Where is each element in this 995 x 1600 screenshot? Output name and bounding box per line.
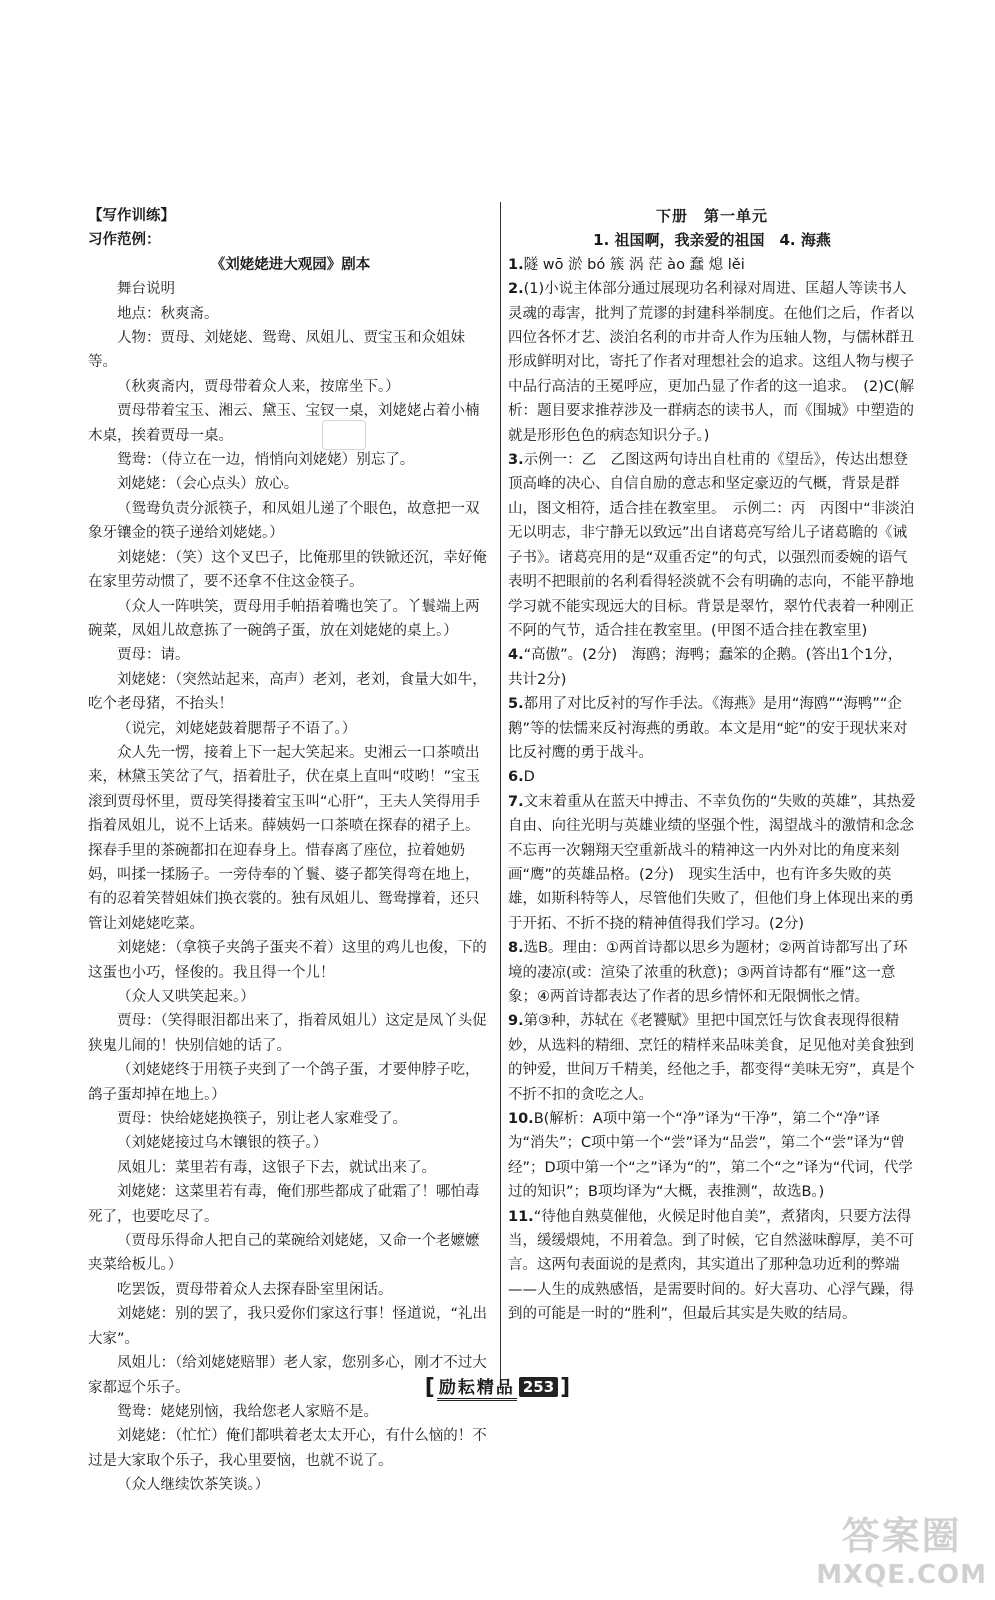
- answer-item: [508, 692, 916, 765]
- answer-number: 11.: [508, 1208, 534, 1225]
- script-line: 刘姥姥：（忙忙）俺们都哄着老太太开心，有什么恼的！不过是大家取个乐子，我心里要恼，也就不说了。: [88, 1428, 487, 1469]
- section-tag: 【写作训练】: [88, 208, 175, 224]
- answer-number: 7.: [508, 793, 524, 810]
- answer-number: 5.: [508, 696, 524, 713]
- script-line: 贾母：请。: [117, 647, 190, 664]
- answer-number: 9.: [508, 1013, 524, 1030]
- answer-text: 选B。理由：①两首诗都以思乡为题材；②两首诗都写出了环境的凄凉(或：渲染了浓重的秋意)；③两首诗都有“雁”这一意象；④两首诗都表达了作者的思乡情怀和无限惆怅之情。: [508, 940, 908, 1005]
- answer-text: (1)小说主体部分通过展现功名利禄对周进、匡超人等读书人灵魂的毒害，批判了荒谬的封建科举制度。在他们之后，作者以四位各怀才艺、淡泊名利的市井奇人作为压轴人物，与儒林群丑形成鲜明对比，寄托了作者对理想社会的追求。这组人物与楔子中品行高洁的王冕呼应，更加凸显了作者的这一追求。 (2)C(解析：题目要求推荐涉及一群病态的读书人，而《围城》中塑造的就是形形色色的病态知识分子。): [508, 281, 915, 444]
- script-line: 贾母：快给姥姥换筷子，别让老人家难受了。: [117, 1111, 407, 1128]
- script-line: （众人继续饮茶笑谈。）: [117, 1477, 270, 1494]
- script-line: （贾母乐得命人把自己的菜碗给刘姥姥，又命一个老嬷嬷夹菜给板儿。）: [88, 1233, 480, 1274]
- left-column: [88, 204, 493, 1498]
- script-line: 贾母：（笑得眼泪都出来了，指着凤姐儿）这定是凤丫头促狭鬼儿闹的！快别信她的话了。: [88, 1013, 487, 1054]
- script-line: （刘姥姥接过乌木镶银的筷子。）: [117, 1135, 328, 1152]
- answer-text: 第③种，苏轼在《老饕赋》里把中国烹饪与饮食表现得很精妙，从选料的精细、烹饪的精样来品味美食，足见他对美食独到的钟爱，世间万千精美，经他之手，都变得“美味无穷”，真是个不折不扣的贪吃之人。: [508, 1013, 915, 1103]
- answer-text: B(解析：A项中第一个“净”译为“干净”，第二个“净”译为“消失”；C项中第一个“尝”译为“品尝”，第二个“尝”译为“曾经”；D项中第一个“之”译为“的”，第二个“之”译为“代词，代学过的知识”；B项均译为“大概，表推测”，故选B。): [508, 1111, 913, 1201]
- script-line: 刘姥姥：别的罢了，我只爱你们家这行事！怪道说，“礼出大家”。: [88, 1306, 488, 1347]
- script-title: 《刘姥姥进大观园》剧本: [210, 256, 371, 273]
- script-line: （说完，刘姥姥鼓着腮帮子不语了。）: [117, 720, 357, 737]
- answer-number: 10.: [508, 1111, 534, 1128]
- answer-item: [508, 448, 916, 643]
- answer-item: [508, 1009, 916, 1107]
- footer-logo: [ 励耘精品 253 ]: [424, 1374, 571, 1400]
- script-line: 刘姥姥：这菜里若有毒，俺们那些都成了砒霜了！哪怕毒死了，也要吃尽了。: [88, 1184, 480, 1225]
- answer-number: 1.: [508, 256, 524, 273]
- script-line: 地点：秋爽斋。: [117, 305, 219, 322]
- answer-text: 隧 wō 淤 bó 簇 涡 茫 ào 蠢 熄 lěi: [523, 256, 745, 273]
- script-line: 人物：贾母、刘姥姥、鸳鸯、凤姐儿、贾宝玉和众姐妹等。: [88, 330, 465, 371]
- answer-item: [508, 253, 916, 277]
- script-line: （秋爽斋内，贾母带着众人来，按席坐下。）: [117, 378, 400, 395]
- answer-item: [508, 643, 916, 692]
- script-line: 鸳鸯：姥姥别恼，我给您老人家赔不是。: [117, 1403, 378, 1420]
- brand-name: 励耘精品: [437, 1373, 517, 1401]
- script-line: （刘姥姥终于用筷子夹到了一个鸽子蛋，才要伸脖子吃，鸽子蛋却掉在地上。）: [88, 1062, 480, 1103]
- answer-item: [508, 790, 916, 936]
- right-column: [508, 204, 916, 1327]
- answer-list: [508, 253, 916, 1327]
- script-line: 众人先一愣，接着上下一起大笑起来。史湘云一口茶喷出来，林黛玉笑岔了气，捂着肚子，伏在桌上直叫“哎哟！”宝玉滚到贾母怀里，贾母笑得搂着宝玉叫“心肝”，王夫人笑得用手指着凤姐儿，说不上话来。薛姨妈一口茶喷在探春的裙子上。探春手里的茶碗都扣在迎春身上。惜春离了座位，拉着她奶妈，叫揉一揉肠子。一旁侍奉的丫鬟、婆子都笑得弯在地上，有的忍着笑替姐妹们换衣裳的。独有凤姐儿、鸳鸯撑着，还只管让刘姥姥吃菜。: [88, 744, 481, 932]
- script-line: （众人一阵哄笑，贾母用手帕捂着嘴也笑了。丫鬟端上两碗菜，凤姐儿故意拣了一碗鸽子蛋，放在刘姥姥的桌上。）: [88, 598, 480, 639]
- watermark: [816, 1505, 987, 1590]
- answer-text: 示例一：乙 乙图这两句诗出自杜甫的《望岳》，传达出想登顶高峰的决心、自信自励的意志和坚定豪迈的气概，背景是群山，图文相符，适合挂在教室里。 示例二：丙 丙图中“非淡泊无以明志，非宁静无以致远”出自诸葛亮写给儿子诸葛瞻的《诫子书》。诸葛亮用的是“双重否定”的句式，以强烈而委婉的语气表明不把眼前的名利看得轻淡就不会有明确的志向，不能平静地学习就不能实现远大的目标。背景是翠竹，翠竹代表着一种刚正不阿的气节，适合挂在教室里。(甲图不适合挂在教室里): [508, 452, 915, 639]
- answer-text: 文末着重从在蓝天中搏击、不幸负伤的“失败的英雄”，其热爱自由、向往光明与英雄业绩的坚强个性，渴望战斗的激情和念念不忘再一次翱翔天空重新战斗的精神这一内外对比的角度来刻画“鹰”的英雄品格。(2分) 现实生活中，也有许多失败的英雄，如斯科特等人，尽管他们失败了，但他们身上体现出来的勇于开拓、不折不挠的精神值得我们学习。(2分): [508, 793, 916, 932]
- script-line: 刘姥姥：（突然站起来，高声）老刘，老刘，食量大如牛，吃个老母猪，不抬头！: [88, 671, 487, 713]
- answer-text: 都用了对比反衬的写作手法。《海燕》是用“海鸥”“海鸭”“企鹅”等的怯懦来反衬海燕的勇敢。本文是用“蛇”的安于现状来对比反衬鹰的勇于战斗。: [508, 696, 908, 761]
- watermark-url: MXQE.COM: [816, 1560, 987, 1590]
- answer-item: [508, 765, 916, 789]
- script-line: 凤姐儿：（给刘姥姥赔罪）老人家，您别多心，刚才不过大家都逗个乐子。: [88, 1355, 487, 1396]
- answer-text: D: [523, 769, 535, 786]
- example-label: 习作范例：: [88, 232, 161, 249]
- script-line: 舞台说明: [117, 281, 175, 298]
- script-line: 刘姥姥：（笑）这个叉巴子，比俺那里的铁锨还沉，幸好俺在家里劳动惯了，要不还拿不住这金筷子。: [88, 549, 487, 591]
- watermark-title: 答案圈: [841, 1514, 962, 1558]
- stamp-mark: [322, 420, 366, 450]
- answer-item: [508, 1205, 916, 1327]
- script-line: 刘姥姥：（拿筷子夹鸽子蛋夹不着）这里的鸡儿也俊，下的这蛋也小巧，怪俊的。我且得一个儿！: [88, 940, 487, 981]
- script-line: 刘姥姥：（会心点头）放心。: [117, 476, 299, 493]
- answer-number: 6.: [508, 769, 524, 786]
- script-line: 贾母带着宝玉、湘云、黛玉、宝钗一桌，刘姥姥占着小楠木桌，挨着贾母一桌。: [88, 403, 480, 444]
- answer-number: 8.: [508, 940, 524, 957]
- unit-title: 下册 第一单元: [655, 207, 768, 225]
- column-divider: [500, 202, 501, 1390]
- script-body: [88, 277, 493, 1497]
- script-line: 鸳鸯：（侍立在一边，悄悄向刘姥姥）别忘了。: [117, 452, 415, 469]
- answer-number: 4.: [508, 647, 524, 664]
- lesson-title: 1. 祖国啊，我亲爱的祖国 4. 海燕: [593, 231, 831, 250]
- script-line: 凤姐儿：菜里若有毒，这银子下去，就试出来了。: [117, 1159, 436, 1176]
- answer-number: 3.: [508, 452, 524, 469]
- answer-number: 2.: [508, 281, 524, 298]
- answer-item: [508, 1107, 916, 1205]
- script-line: 吃罢饭，贾母带着众人去探春卧室里闲话。: [117, 1281, 393, 1298]
- answer-text: “待他自熟莫催他，火候足时他自美”，煮猪肉，只要方法得当，缓缓煨炖，不用着急。到了时候，它自然滋味醇厚，美不可言。这两句表面说的是煮肉，其实道出了那种急功近利的弊端——人生的成熟感悟，是需要时间的。好大喜功、心浮气躁，得到的可能是一时的“胜利”，但最后其实是失败的结局。: [508, 1208, 914, 1323]
- page-number: 253: [519, 1377, 558, 1397]
- answer-item: [508, 277, 916, 448]
- script-line: （众人又哄笑起来。）: [117, 989, 255, 1005]
- page-footer: [0, 1373, 995, 1401]
- answer-item: [508, 936, 916, 1009]
- script-line: （鸳鸯负责分派筷子，和凤姐儿递了个眼色，故意把一双象牙镶金的筷子递给刘姥姥。）: [88, 500, 480, 542]
- answer-text: “高傲”。(2分) 海鸥；海鸭；蠢笨的企鹅。(答出1个1分，共计2分): [508, 647, 903, 688]
